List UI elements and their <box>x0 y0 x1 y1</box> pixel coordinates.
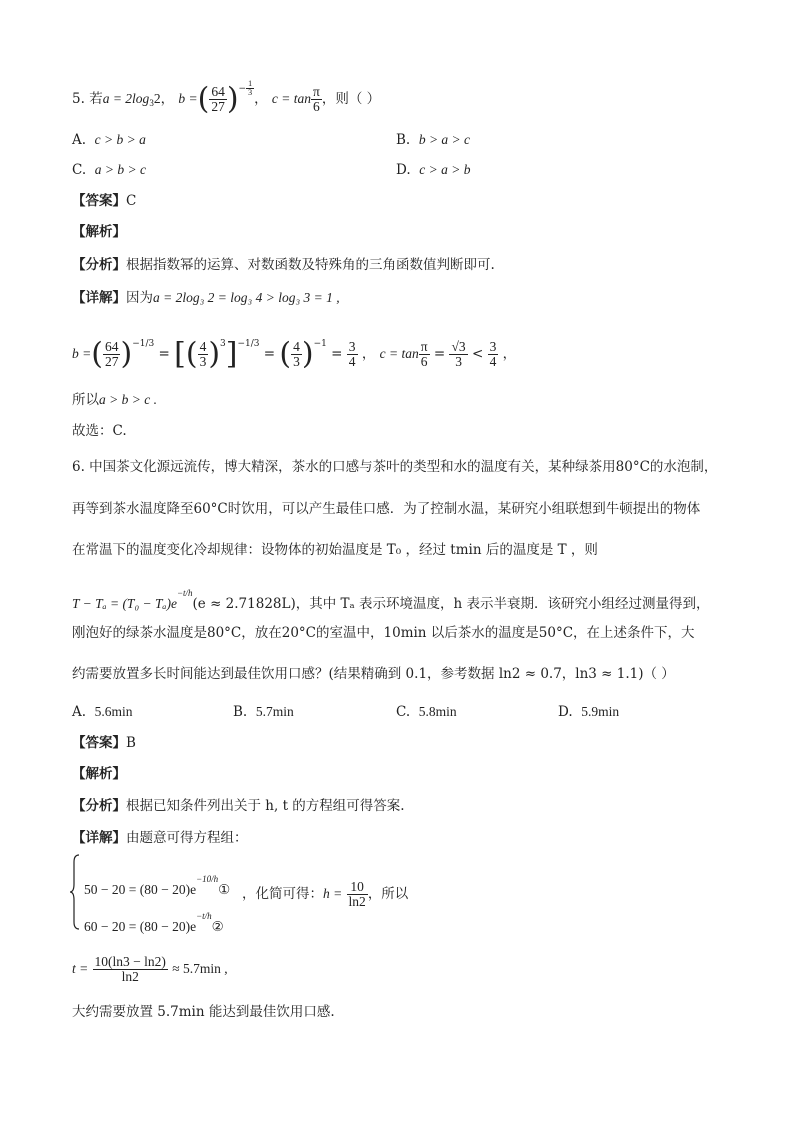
q6-fenxi: 【分析】根据已知条件列出关于 h, t 的方程组可得答案. <box>72 798 405 814</box>
q6-option-b: B. 5.7min <box>233 704 294 720</box>
q6-option-d: D. 5.9min <box>558 704 620 720</box>
q5-c-label: c = tan <box>271 91 311 106</box>
q5-stem: 5. 若$a = 2\log_32$， b =( $\frac{64}{27}$ )$^{- \frac{1}{3}}$ ， c = tan $\frac{\pi}{6}$ ，则（ ） <box>72 79 381 117</box>
q6-line-5: 刚泡好的绿茶水温度是80°C，放在20°C的室温中，10min 以后茶水的温度是50°C，在上述条件下，大 <box>72 625 695 641</box>
analysis-tag: 【解析】 <box>72 224 126 240</box>
q5-analysis <box>72 223 126 241</box>
q6-simplify: ，化简可得：h = $\frac{10}{\ln 2}$ ，所以 <box>242 879 409 909</box>
q5-c-num: π <box>313 84 320 99</box>
q5-b-exp-num: 1 <box>248 79 253 88</box>
q5-option-c: C. a > b > c <box>72 162 146 178</box>
q5-stem-suffix: ，则（ ） <box>321 91 381 107</box>
q5-conclusion: 所以a > b > c . <box>72 392 157 408</box>
q5-a-base: 3 <box>149 98 154 108</box>
q5-b-label: b = <box>178 91 198 106</box>
xiangjie-math: a = 2log₃ 2 = log₃ 4 > log₃ 3 = 1 , <box>153 290 340 305</box>
q6-eq-1: $50 - 20 = (80 - 20)e^{-10/h}①$ <box>84 874 231 898</box>
q6-answer: 【答案】B <box>72 735 136 751</box>
fenxi-text: 根据指数幂的运算、对数函数及特殊角的三角函数值判断即可. <box>126 257 495 273</box>
fenxi-tag: 【分析】 <box>72 257 126 273</box>
q6-option-c: C. 5.8min <box>396 704 457 720</box>
q5-b-exp-den: 3 <box>248 88 253 97</box>
q6-line-1: 6. 中国茶文化源远流传，博大精深，茶水的口感与茶叶的类型和水的温度有关，某种绿茶用80°C的水泡制， <box>72 459 718 475</box>
q6-line-6: 约需要放置多长时间能达到最佳饮用口感？(结果精确到 0.1，参考数据 ln2 ≈ 0.7，ln3 ≈ 1.1)（ ） <box>72 666 675 682</box>
q6-line-2: 再等到茶水温度降至60°C时饮用，可以产生最佳口感．为了控制水温，某研究小组联想到牛顿提出的物体 <box>72 501 701 517</box>
q5-b-den: 27 <box>211 99 225 114</box>
question-number: 5. <box>72 91 85 107</box>
q5-c-den: 6 <box>313 99 320 114</box>
xiangjie-text: 因为 <box>126 290 153 306</box>
q6-eq-2: $60 - 20 = (80 - 20)e^{-t/h}②$ <box>84 911 224 935</box>
q6-line-4: $T - T_a = (T_0 - T_a)e^{-t/h}(e \approx 2.71828L)$，其中 Tₐ 表示环境温度，h 表示半衰期．该研究小组经过测量得到， <box>72 588 710 612</box>
work-b-label: b = <box>72 346 92 361</box>
q5-work-line: b =( $\frac{64}{27}$ )$^{-1/3}$ = [( $\frac{4}{3}$ )$^3$]$^{-1/3}$ = ( $\frac{4}{3}$ )$^{-1}$ = $\frac{3}{4}$ ， c = tan $\frac{\pi}{6}$ = $\frac{√3}{3}$ < $\frac{3}{4}$ ， <box>72 336 517 372</box>
q6-option-a: A. 5.6min <box>72 704 133 720</box>
q5-a-arg: 2 <box>153 91 161 106</box>
q5-answer <box>72 192 136 210</box>
q5-b-exp-sign: − <box>238 84 247 94</box>
left-brace-icon <box>70 854 80 930</box>
q6-final: 大约需要放置 5.7min 能达到最佳饮用口感. <box>72 1004 335 1020</box>
q5-option-a: A. c > b > a <box>72 132 146 148</box>
q6-analysis: 【解析】 <box>72 766 126 782</box>
xiangjie-tag: 【详解】 <box>72 290 126 306</box>
q5-b-num: 64 <box>211 84 225 99</box>
answer-value: C <box>126 193 137 209</box>
q6-xiangjie: 【详解】由题意可得方程组： <box>72 830 248 846</box>
q5-a-expr: a = 2log <box>102 91 150 106</box>
answer-tag: 【答案】 <box>72 193 126 209</box>
q5-option-b: B. b > a > c <box>396 132 471 148</box>
q5-xiangjie <box>72 289 340 307</box>
q6-t-result: t = $\frac{10(\ln 3 - \ln 2)}{\ln 2}$ ≈ 5.7min , <box>72 954 228 984</box>
q5-option-d: D. c > a > b <box>396 162 471 178</box>
q5-fenxi <box>72 256 495 274</box>
q6-line-3: 在常温下的温度变化冷却规律：设物体的初始温度是 T₀ ，经过 tmin 后的温度是 T ，则 <box>72 542 598 558</box>
q5-stem-prefix: 若 <box>89 91 103 107</box>
q5-choose: 故选：C. <box>72 423 127 439</box>
